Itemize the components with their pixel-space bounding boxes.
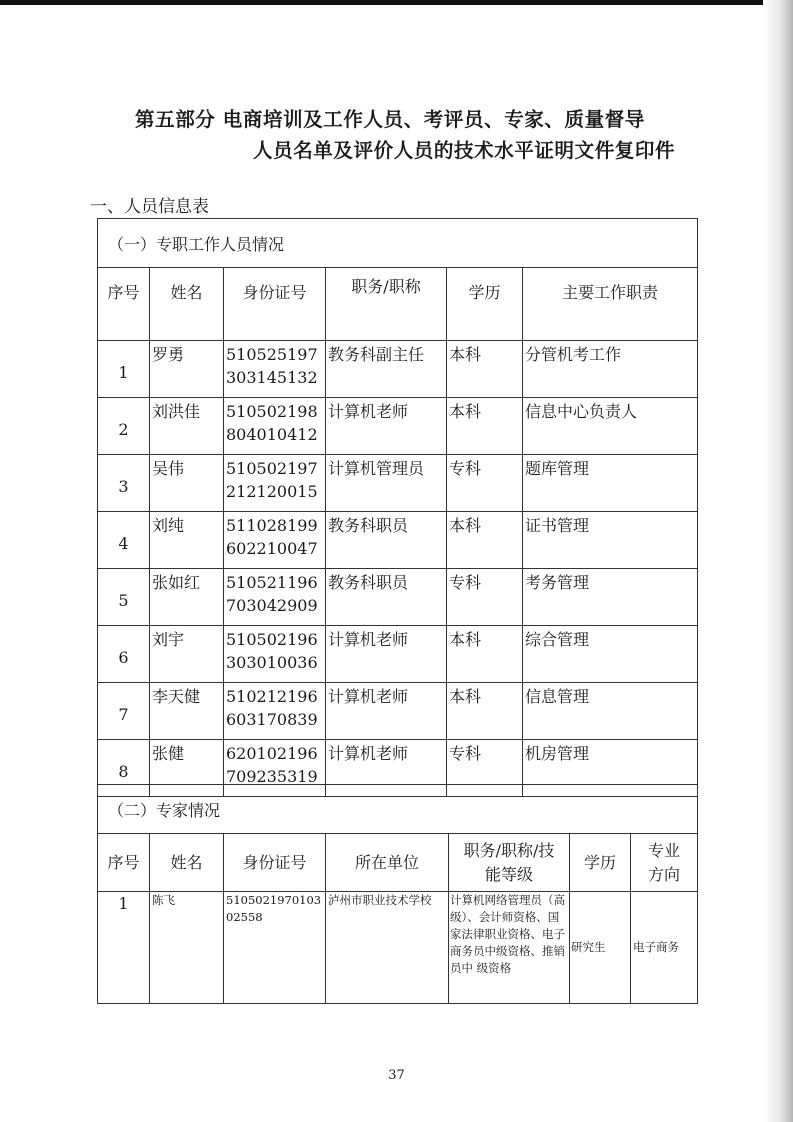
row-education: 专科 (447, 740, 523, 797)
title-line-2: 人员名单及评价人员的技术水平证明文件复印件 (253, 139, 676, 162)
staff-table (97, 218, 698, 797)
row-title: 教务科职员 (326, 569, 447, 626)
row-no: 7 (98, 683, 150, 740)
row-duty: 题库管理 (523, 455, 698, 512)
row-id-number: 510521196703042909 (224, 569, 326, 626)
table-row (98, 341, 698, 398)
expert-title: 计算机网络管理员（高级）、会计师资格、国家法律职业资格、电子商务员中级资格、推销员中 级资格 (449, 892, 570, 1004)
row-id-number: 620102196709235319 (224, 740, 326, 797)
row-id-number: 510502198804010412 (224, 398, 326, 455)
header-id: 身份证号 (224, 834, 326, 892)
row-title: 计算机老师 (326, 398, 447, 455)
row-title: 计算机老师 (326, 683, 447, 740)
row-education: 本科 (447, 626, 523, 683)
staff-header-row (98, 268, 698, 341)
expert-no: 1 (98, 892, 150, 1004)
header-title-level: 职务/职称/技能等级 (449, 834, 570, 892)
row-id-number: 510525197303145132 (224, 341, 326, 398)
header-title: 职务/职称 (326, 268, 447, 341)
table-row (98, 512, 698, 569)
row-id-number: 510502196303010036 (224, 626, 326, 683)
expert-table-caption: （二）专家情况 (98, 785, 698, 834)
row-name: 张如红 (150, 569, 224, 626)
row-duty: 证书管理 (523, 512, 698, 569)
row-name: 吴伟 (150, 455, 224, 512)
row-id-number: 511028199602210047 (224, 512, 326, 569)
row-duty: 综合管理 (523, 626, 698, 683)
row-education: 本科 (447, 683, 523, 740)
header-name: 姓名 (150, 834, 224, 892)
table-row (98, 455, 698, 512)
table-row (98, 892, 698, 1004)
row-education: 本科 (447, 341, 523, 398)
header-unit: 所在单位 (326, 834, 449, 892)
expert-major: 电子商务 (631, 892, 698, 1004)
section-heading: 一、人员信息表 (90, 197, 209, 217)
header-major: 专业方向 (631, 834, 698, 892)
row-name: 刘纯 (150, 512, 224, 569)
staff-table-caption: （一）专职工作人员情况 (98, 219, 698, 268)
row-duty: 考务管理 (523, 569, 698, 626)
page-number: 37 (388, 1068, 405, 1083)
header-education: 学历 (447, 268, 523, 341)
row-education: 专科 (447, 569, 523, 626)
header-no: 序号 (98, 834, 150, 892)
row-duty: 机房管理 (523, 740, 698, 797)
row-id-number: 510502197212120015 (224, 455, 326, 512)
row-education: 本科 (447, 512, 523, 569)
title-line-1: 第五部分 电商培训及工作人员、考评员、专家、质量督导 (135, 108, 645, 131)
row-no: 8 (98, 740, 150, 797)
row-no: 4 (98, 512, 150, 569)
row-name: 刘宇 (150, 626, 224, 683)
row-title: 教务科副主任 (326, 341, 447, 398)
header-id: 身份证号 (224, 268, 326, 341)
expert-id: 510502197010302558 (224, 892, 326, 1004)
header-no: 序号 (98, 268, 150, 341)
expert-table (97, 784, 698, 1004)
row-education: 专科 (447, 455, 523, 512)
row-no: 6 (98, 626, 150, 683)
row-no: 3 (98, 455, 150, 512)
header-education: 学历 (570, 834, 631, 892)
table-row (98, 398, 698, 455)
row-title: 计算机管理员 (326, 455, 447, 512)
row-name: 李天健 (150, 683, 224, 740)
row-name: 刘洪佳 (150, 398, 224, 455)
row-no: 2 (98, 398, 150, 455)
row-education: 本科 (447, 398, 523, 455)
header-duty: 主要工作职责 (523, 268, 698, 341)
row-name: 张健 (150, 740, 224, 797)
table-row (98, 626, 698, 683)
row-title: 计算机老师 (326, 626, 447, 683)
scan-top-edge (0, 0, 793, 5)
header-name: 姓名 (150, 268, 224, 341)
row-name: 罗勇 (150, 341, 224, 398)
expert-unit: 泸州市职业技术学校 (326, 892, 449, 1004)
row-duty: 分管机考工作 (523, 341, 698, 398)
row-id-number: 510212196603170839 (224, 683, 326, 740)
expert-name: 陈飞 (150, 892, 224, 1004)
row-duty: 信息中心负责人 (523, 398, 698, 455)
row-title: 计算机老师 (326, 740, 447, 797)
row-title: 教务科职员 (326, 512, 447, 569)
row-no: 1 (98, 341, 150, 398)
scan-right-edge (763, 0, 793, 1122)
expert-header-row (98, 834, 698, 892)
expert-education: 研究生 (570, 892, 631, 1004)
row-duty: 信息管理 (523, 683, 698, 740)
table-row (98, 569, 698, 626)
table-row (98, 683, 698, 740)
row-no: 5 (98, 569, 150, 626)
